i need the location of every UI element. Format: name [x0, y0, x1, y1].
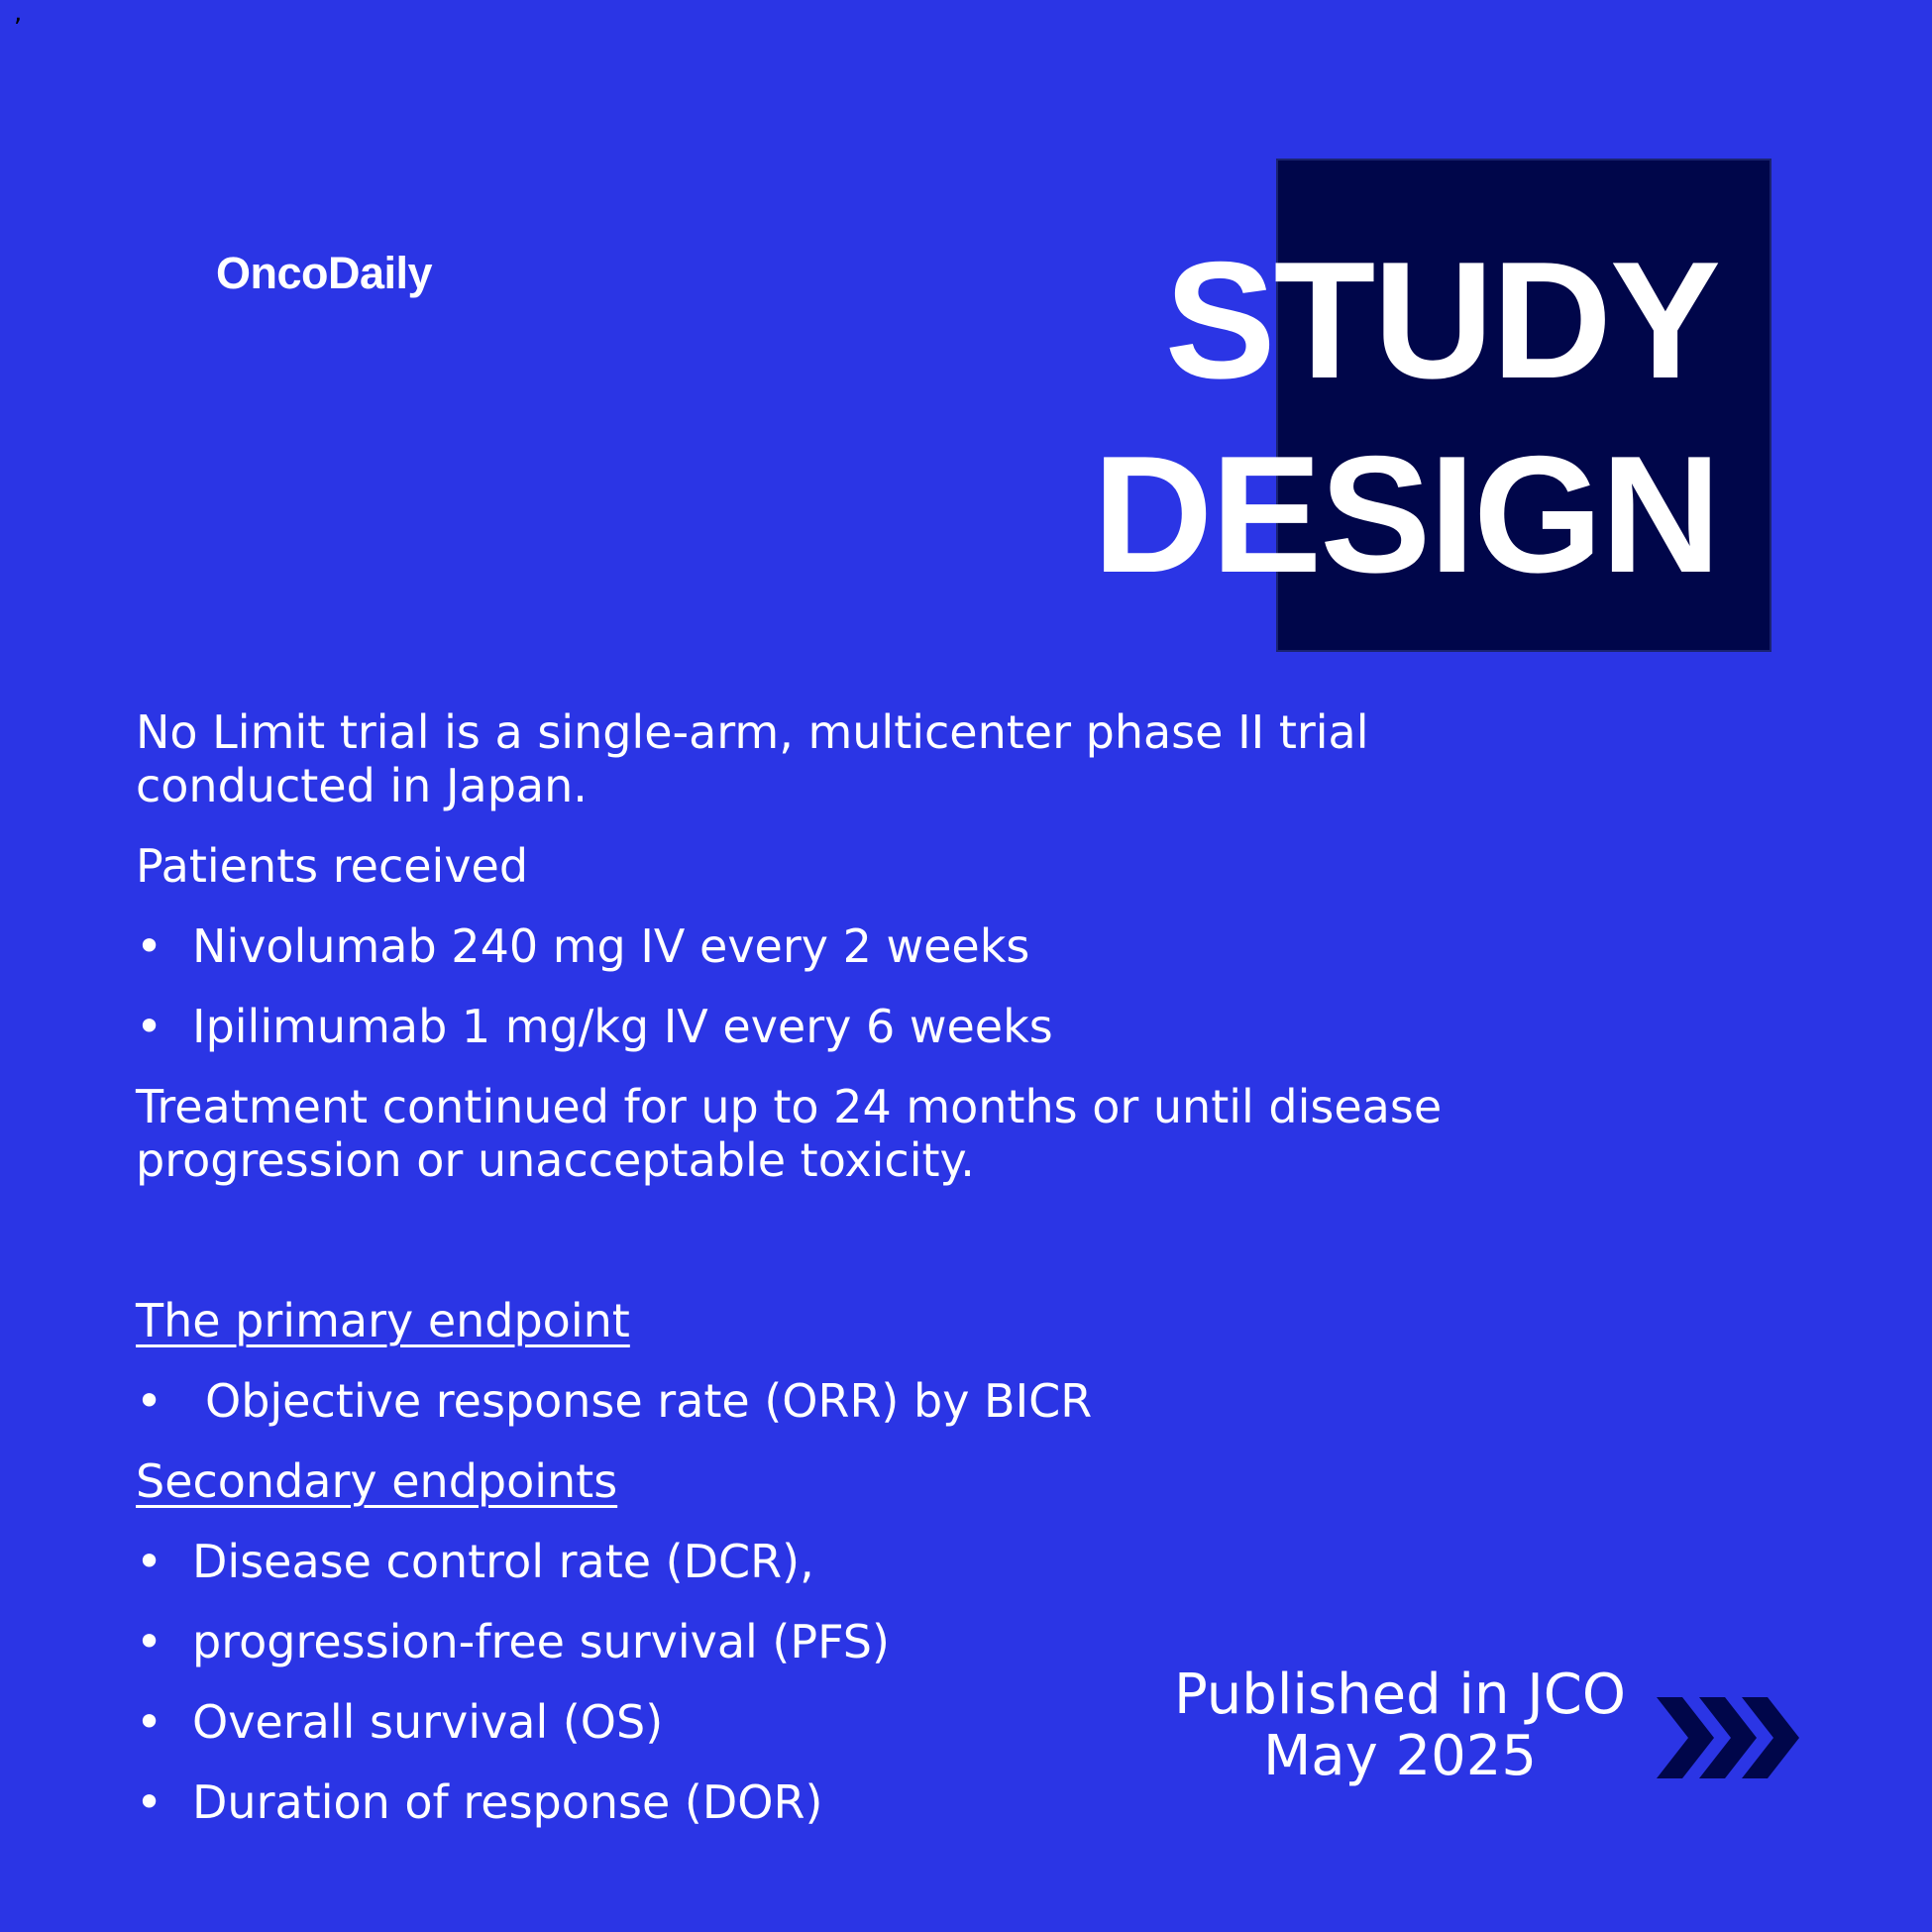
secondary-endpoint-item: Disease control rate (DCR), [192, 1535, 814, 1588]
stray-mark: , [14, 0, 23, 28]
bullet-dot: • [136, 1775, 163, 1829]
secondary-endpoint-item: Duration of response (DOR) [192, 1775, 823, 1829]
bullet-dot: • [136, 1000, 163, 1053]
regimen-item: Ipilimumab 1 mg/kg IV every 6 weeks [192, 1000, 1053, 1053]
list-item [136, 1374, 1523, 1428]
bullet-dot: • [136, 1374, 163, 1428]
secondary-endpoint-item: progression-free survival (PFS) [192, 1615, 890, 1668]
list-item [136, 1615, 1523, 1668]
bullet-dot: • [136, 1615, 163, 1668]
title-line-1: STUDY [1164, 227, 1719, 413]
list-item [136, 919, 1523, 973]
regimen-item: Nivolumab 240 mg IV every 2 weeks [192, 919, 1030, 973]
triple-chevron-right-icon[interactable] [1657, 1697, 1803, 1778]
primary-endpoint-heading: The primary endpoint [136, 1294, 630, 1347]
intro-text: No Limit trial is a single-arm, multicenter phase II trial conducted in Japan. [136, 705, 1369, 812]
bullet-dot: • [136, 919, 163, 973]
publication-line-2: May 2025 [1262, 1724, 1538, 1788]
brand-logo-text: OncoDaily [216, 248, 433, 298]
content-body [136, 705, 1523, 1829]
bullet-dot: • [136, 1535, 163, 1588]
duration-text: Treatment continued for up to 24 months or until disease progression or unacceptable toxicity. [136, 1080, 1443, 1187]
primary-endpoint-item: Objective response rate (ORR) by BICR [205, 1374, 1093, 1428]
title-line-2: DESIGN [1092, 421, 1719, 607]
publication-info [1110, 1664, 1690, 1787]
list-item [136, 1535, 1523, 1588]
publication-line-1: Published in JCO [1174, 1663, 1626, 1727]
secondary-endpoint-item: Overall survival (OS) [192, 1695, 664, 1749]
secondary-endpoints-heading: Secondary endpoints [136, 1454, 618, 1508]
bullet-dot: • [136, 1695, 163, 1749]
patients-heading: Patients received [136, 839, 529, 893]
page-title [1093, 223, 1719, 611]
list-item [136, 1000, 1523, 1053]
